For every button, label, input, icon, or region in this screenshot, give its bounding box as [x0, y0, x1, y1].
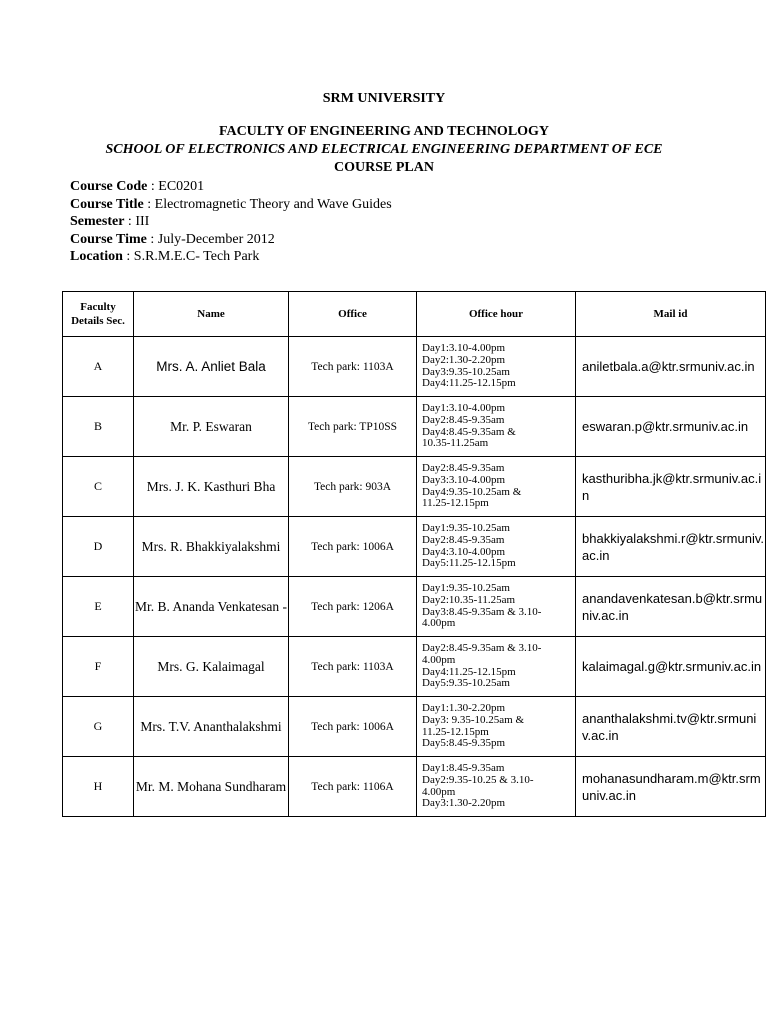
name-cell: Mr. M. Mohana Sundharam: [134, 757, 289, 817]
semester-value: III: [135, 214, 150, 230]
table-row: [63, 517, 766, 577]
location-label: Location: [70, 249, 123, 265]
name-cell: Mr. B. Ananda Venkatesan -: [134, 577, 289, 637]
office-hour-line: Day4:3.10-4.00pm: [422, 545, 506, 558]
office-hour-line: Day3:8.45-9.35am & 3.10-: [422, 605, 542, 618]
office-hour-line: Day4:8.45-9.35am &: [422, 425, 516, 438]
course-code-row: Course Code : EC0201: [70, 179, 205, 194]
office-hour-line: Day2:8.45-9.35am: [422, 462, 505, 475]
header-office: Office: [289, 292, 417, 337]
office-hour-line: Day2:1.30-2.20pm: [422, 353, 506, 366]
office-hour-line: 4.00pm: [422, 785, 456, 798]
mail-cell: aniletbala.a@ktr.srmuniv.ac.in: [576, 337, 766, 397]
section-cell: D: [63, 517, 134, 577]
document-title: COURSE PLAN: [334, 160, 434, 175]
course-time-row: Course Time : July-December 2012: [70, 231, 275, 247]
semester-label: Semester: [70, 214, 125, 230]
name-cell: Mrs. T.V. Ananthalakshmi: [134, 697, 289, 757]
header-office-hour: Office hour: [417, 292, 576, 337]
mail-cell: eswaran.p@ktr.srmuniv.ac.in: [576, 397, 766, 457]
office-hour-cell: [417, 577, 576, 637]
course-details: [70, 178, 392, 266]
section-cell: F: [63, 637, 134, 697]
school-title: SCHOOL OF ELECTRONICS AND ELECTRICAL ENGINEERING DEPARTMENT OF ECE: [105, 142, 663, 157]
mail-cell: kalaimagal.g@ktr.srmuniv.ac.in: [576, 637, 766, 697]
office-hour-line: Day4:11.25-12.15pm: [422, 665, 516, 678]
course-time-value: July-December 2012: [157, 231, 275, 247]
course-title-label: Course Title: [70, 196, 144, 212]
table-row: [63, 577, 766, 637]
table-header-row: [63, 292, 766, 337]
office-hour-line: Day4:9.35-10.25am &: [422, 485, 522, 498]
office-hour-line: 11.25-12.15pm: [422, 725, 489, 738]
office-hour-line: 11.25-12.15pm: [422, 497, 489, 510]
course-title-value: Electromagnetic Theory and Wave Guides: [154, 196, 392, 212]
section-cell: C: [63, 457, 134, 517]
location-value: S.R.M.E.C- Tech Park: [133, 249, 260, 265]
name-cell: Mrs. A. Anliet Bala: [134, 337, 289, 397]
office-hour-line: Day3:1.30-2.20pm: [422, 797, 506, 810]
table-row: [63, 637, 766, 697]
course-code-value: EC0201: [158, 179, 205, 194]
table-row: [63, 397, 766, 457]
university-title: SRM UNIVERSITY: [322, 91, 446, 106]
office-cell: Tech park: 1103A: [289, 337, 417, 397]
office-hour-line: Day1:3.10-4.00pm: [422, 402, 506, 415]
semester-row: Semester : III: [70, 214, 150, 230]
section-cell: A: [63, 337, 134, 397]
mail-cell: anandavenkatesan.b@ktr.srmuniv.ac.in: [576, 577, 766, 637]
office-hour-cell: [417, 337, 576, 397]
course-code-label: Course Code: [70, 179, 148, 194]
table-row: [63, 337, 766, 397]
office-hour-line: 4.00pm: [422, 617, 456, 630]
office-cell: Tech park: 1106A: [289, 757, 417, 817]
name-cell: Mrs. J. K. Kasthuri Bha: [134, 457, 289, 517]
office-hour-line: Day2:9.35-10.25 & 3.10-: [422, 773, 534, 786]
mail-cell: mohanasundharam.m@ktr.srmuniv.ac.in: [576, 757, 766, 817]
office-cell: Tech park: TP10SS: [289, 397, 417, 457]
office-cell: Tech park: 903A: [289, 457, 417, 517]
table-row: [63, 457, 766, 517]
office-hour-cell: [417, 457, 576, 517]
header-mail: Mail id: [576, 292, 766, 337]
office-hour-line: Day2:8.45-9.35am & 3.10-: [422, 642, 542, 655]
office-hour-line: Day4:11.25-12.15pm: [422, 377, 516, 390]
faculty-title: FACULTY OF ENGINEERING AND TECHNOLOGY: [218, 124, 550, 139]
office-hour-line: Day2:10.35-11.25am: [422, 593, 516, 606]
office-hour-cell: [417, 517, 576, 577]
course-title-row: Course Title : Electromagnetic Theory and Wave Guides: [70, 196, 392, 212]
section-cell: H: [63, 757, 134, 817]
office-hour-line: Day5:11.25-12.15pm: [422, 557, 516, 570]
office-hour-line: 4.00pm: [422, 653, 456, 666]
office-hour-line: Day1:1.30-2.20pm: [422, 702, 506, 715]
section-cell: E: [63, 577, 134, 637]
name-cell: Mrs. R. Bhakkiyalakshmi: [134, 517, 289, 577]
header-name: Name: [134, 292, 289, 337]
location-row: Location : S.R.M.E.C- Tech Park: [70, 249, 260, 265]
table-row: [63, 757, 766, 817]
office-hour-cell: [417, 697, 576, 757]
office-hour-line: Day1:9.35-10.25am: [422, 582, 510, 595]
office-hour-line: Day5:8.45-9.35pm: [422, 737, 506, 750]
mail-cell: ananthalakshmi.tv@ktr.srmuniv.ac.in: [576, 697, 766, 757]
office-hour-line: Day3:9.35-10.25am: [422, 365, 510, 378]
course-time-label: Course Time: [70, 231, 147, 247]
office-cell: Tech park: 1103A: [289, 637, 417, 697]
office-hour-cell: [417, 757, 576, 817]
office-hour-line: Day1:9.35-10.25am: [422, 522, 510, 535]
office-cell: Tech park: 1206A: [289, 577, 417, 637]
section-cell: G: [63, 697, 134, 757]
name-cell: Mr. P. Eswaran: [134, 397, 289, 457]
name-cell: Mrs. G. Kalaimagal: [134, 637, 289, 697]
office-hour-line: Day2:8.45-9.35am: [422, 413, 505, 426]
office-hour-line: Day5:9.35-10.25am: [422, 677, 510, 690]
header-section: Faculty Details Sec.: [63, 292, 134, 337]
office-hour-cell: [417, 397, 576, 457]
office-cell: Tech park: 1006A: [289, 697, 417, 757]
office-hour-line: Day3: 9.35-10.25am &: [422, 713, 525, 726]
office-hour-line: Day1:3.10-4.00pm: [422, 342, 506, 355]
office-hour-line: Day1:8.45-9.35am: [422, 762, 505, 775]
faculty-table: [62, 291, 766, 817]
office-hour-line: 10.35-11.25am: [422, 437, 489, 450]
office-hour-line: Day2:8.45-9.35am: [422, 533, 505, 546]
office-cell: Tech park: 1006A: [289, 517, 417, 577]
mail-cell: kasthuribha.jk@ktr.srmuniv.ac.in: [576, 457, 766, 517]
office-hour-cell: [417, 637, 576, 697]
section-cell: B: [63, 397, 134, 457]
office-hour-line: Day3:3.10-4.00pm: [422, 473, 506, 486]
table-row: [63, 697, 766, 757]
mail-cell: bhakkiyalakshmi.r@ktr.srmuniv.ac.in: [576, 517, 766, 577]
